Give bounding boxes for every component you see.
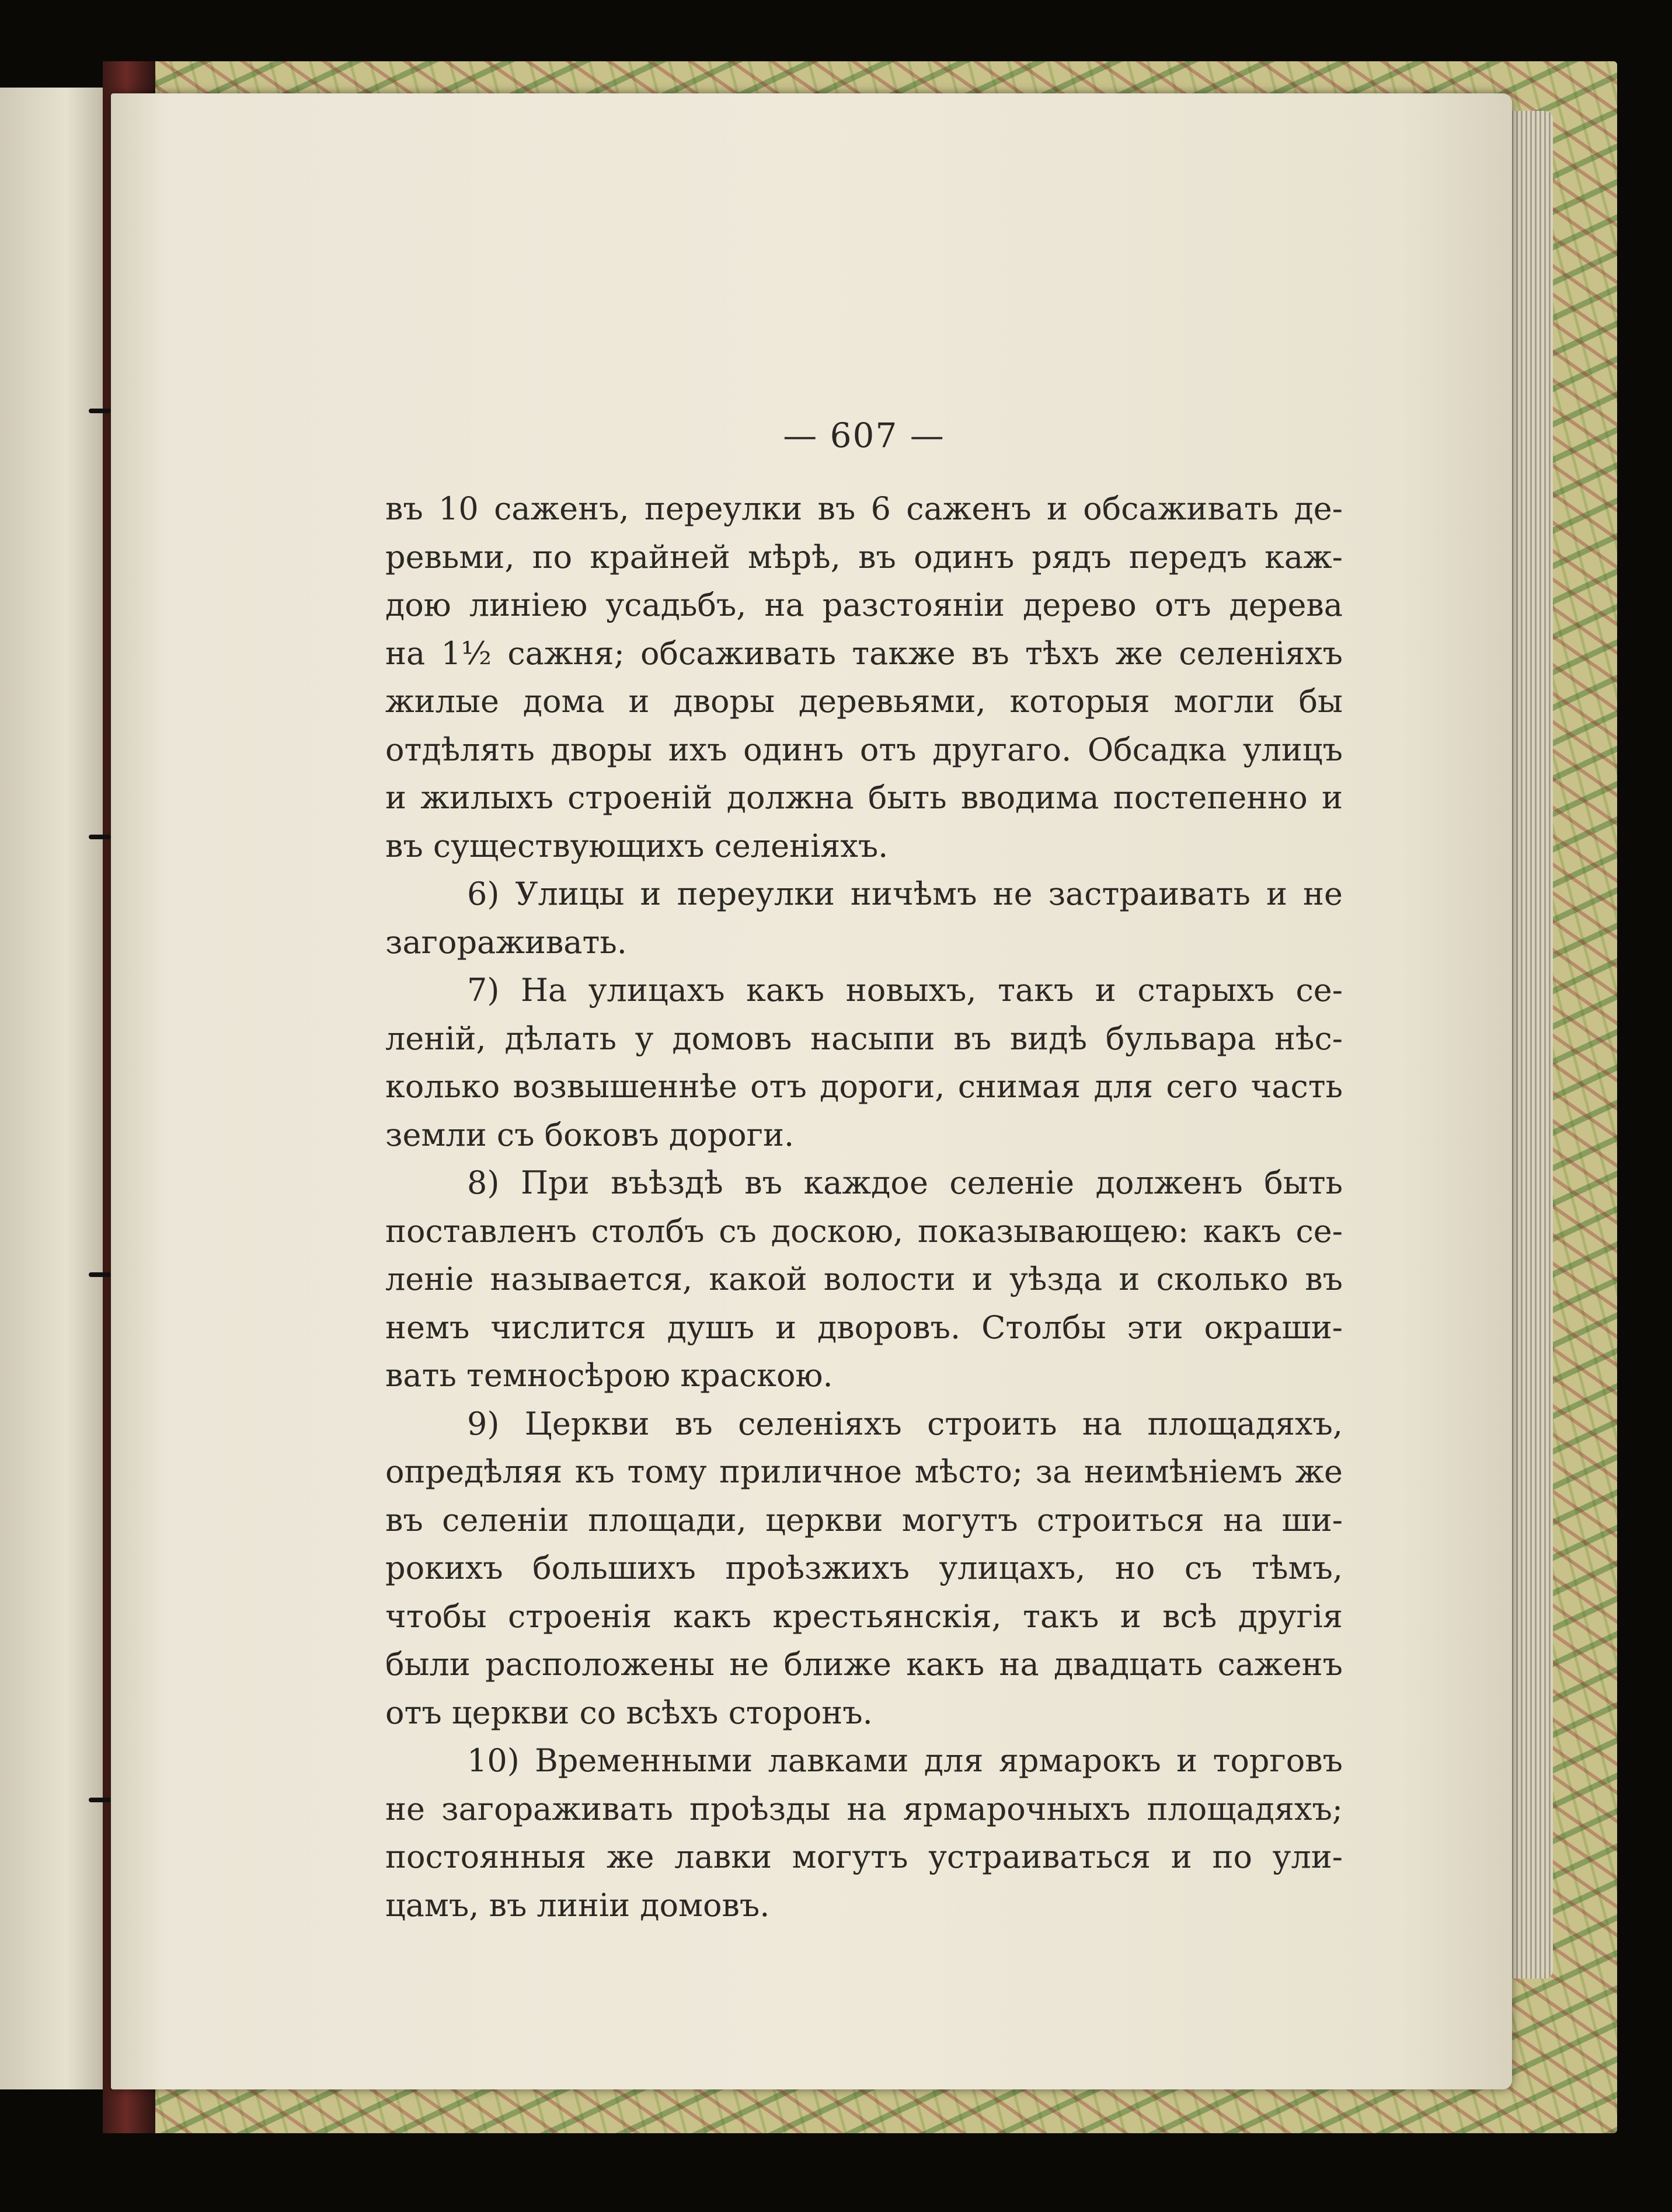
text-line: опредѣляя къ тому приличное мѣсто; за неимѣніемъ же [385,1453,1343,1490]
text-line: въ существующихъ селеніяхъ. [385,827,889,864]
text-line: чтобы строенія какъ крестьянскія, такъ и всѣ другія [385,1597,1343,1635]
text-line: вать темносѣрою краскою. [385,1357,833,1394]
text-line: рокихъ большихъ проѣзжихъ улицахъ, но съ тѣмъ, [385,1550,1343,1586]
text-line: 10) Временными лавками для ярмарокъ и торговъ [467,1742,1343,1779]
left-page-edge [0,88,111,2089]
text-line: немъ числится душъ и дворовъ. Столбы эти окраши- [385,1309,1343,1346]
text-line: жилые дома и дворы деревьями, которыя могли бы [385,683,1343,720]
text-line: отъ церкви со всѣхъ сторонъ. [385,1694,873,1731]
text-line: въ 10 саженъ, переулки въ 6 саженъ и обсаживать де- [385,490,1343,527]
text-line: леній, дѣлать у домовъ насыпи въ видѣ бульвара нѣс- [385,1020,1343,1057]
text-line: не загораживать проѣзды на ярмарочныхъ площадяхъ; [385,1790,1343,1827]
text-line: отдѣлять дворы ихъ одинъ отъ другаго. Обсадка улицъ [385,731,1343,768]
text-line: земли съ боковъ дороги. [385,1116,795,1153]
text-line: 6) Улицы и переулки ничѣмъ не застраивать и не [467,875,1343,912]
text-line: дою линіею усадьбъ, на разстояніи дерево отъ дерева [385,587,1343,623]
text-line: 8) При въѣздѣ въ каждое селеніе долженъ быть [467,1164,1343,1201]
text-line: колько возвышеннѣе отъ дороги, снимая для сего часть [385,1068,1343,1105]
text-line: были расположены не ближе какъ на двадцать саженъ [385,1646,1343,1683]
page-text [385,411,1343,1930]
book-page [111,93,1512,2089]
text-line: леніе называется, какой волости и уѣзда и сколько въ [385,1261,1343,1297]
text-line: цамъ, въ линіи домовъ. [385,1886,770,1924]
text-line: 9) Церкви въ селеніяхъ строить на площадяхъ, [467,1405,1343,1442]
binding-pin [89,835,111,839]
text-line: постоянныя же лавки могутъ устраиваться и по ули- [385,1838,1343,1875]
text-line: загораживать. [385,923,627,961]
text-line: на 1½ сажня; обсаживать также въ тѣхъ же селеніяхъ [385,634,1343,672]
text-line: 7) На улицахъ какъ новыхъ, такъ и старыхъ се- [467,972,1343,1009]
binding-pin [89,1272,111,1277]
text-line: и жилыхъ строеній должна быть вводима постепенно и [385,779,1343,816]
text-body [385,485,1343,1930]
text-line: въ селеніи площади, церкви могутъ строиться на ши- [385,1501,1343,1538]
text-line: поставленъ столбъ съ доскою, показывающею: какъ се- [385,1212,1343,1250]
binding-pin [89,409,111,413]
text-line: ревьми, по крайней мѣрѣ, въ одинъ рядъ передъ каж- [385,538,1343,575]
binding-pin [89,1798,111,1802]
page-number: — 607 — [783,416,945,455]
